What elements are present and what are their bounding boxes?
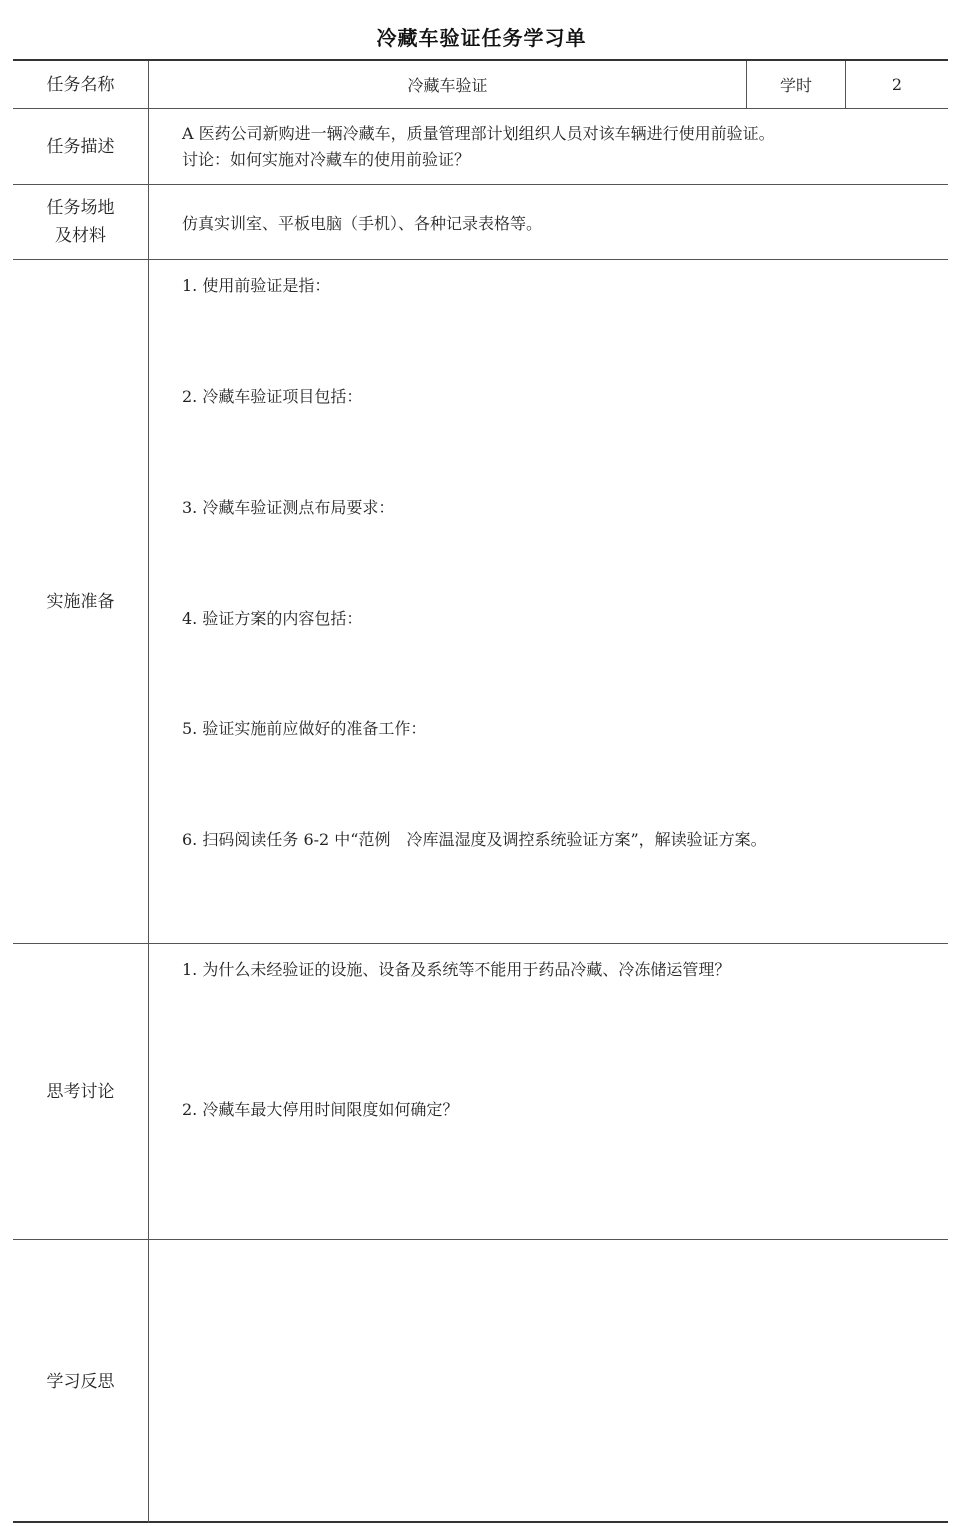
venue-label-line: 及材料 [55, 226, 106, 246]
task-name-label [13, 61, 149, 108]
task-description-row [13, 109, 948, 185]
task-name-row [13, 61, 948, 109]
discussion-content [149, 944, 948, 1239]
hours-value: 2 [891, 75, 903, 94]
task-name-label-text: 任务名称 [46, 74, 115, 95]
task-description-content [149, 109, 948, 184]
venue-content [149, 185, 948, 259]
discussion-label-text: 思考讨论 [46, 1081, 115, 1102]
preparation-item: 1. 使用前验证是指： [182, 276, 331, 295]
preparation-row [13, 260, 948, 944]
venue-label [13, 185, 149, 259]
task-description-label-text: 任务描述 [46, 136, 115, 157]
description-line: A 医药公司新购进一辆冷藏车，质量管理部计划组织人员对该车辆进行使用前验证。 [182, 124, 775, 143]
discussion-row [13, 944, 948, 1240]
reflection-content[interactable] [149, 1240, 948, 1523]
reflection-row [13, 1240, 948, 1523]
discussion-item: 1. 为什么未经验证的设施、设备及系统等不能用于药品冷藏、冷冻储运管理？ [182, 960, 731, 979]
task-name-value: 冷藏车验证 [149, 61, 747, 108]
discussion-label [13, 944, 149, 1239]
reflection-label-text: 学习反思 [46, 1371, 115, 1392]
hours-label: 学时 [747, 61, 846, 108]
preparation-item: 5. 验证实施前应做好的准备工作： [182, 719, 427, 738]
venue-row [13, 185, 948, 260]
discussion-item: 2. 冷藏车最大停用时间限度如何确定？ [182, 1100, 459, 1119]
reflection-label [13, 1240, 149, 1523]
page-title: 冷藏车验证任务学习单 [376, 26, 587, 50]
task-description-label [13, 109, 149, 184]
description-line: 讨论：如何实施对冷藏车的使用前验证？ [182, 150, 471, 169]
preparation-item: 6. 扫码阅读任务 6-2 中“范例 冷库温湿度及调控系统验证方案”，解读验证方案。 [182, 830, 767, 849]
task-sheet-table [13, 59, 948, 1523]
preparation-label-text: 实施准备 [46, 591, 115, 612]
preparation-item: 4. 验证方案的内容包括： [182, 609, 363, 628]
venue-text: 仿真实训室、平板电脑（手机）、各种记录表格等。 [182, 214, 543, 233]
preparation-content [149, 260, 948, 943]
preparation-label [13, 260, 149, 943]
preparation-item: 3. 冷藏车验证测点布局要求： [182, 498, 395, 517]
venue-label-line: 任务场地 [46, 198, 115, 218]
preparation-item: 2. 冷藏车验证项目包括： [182, 387, 363, 406]
